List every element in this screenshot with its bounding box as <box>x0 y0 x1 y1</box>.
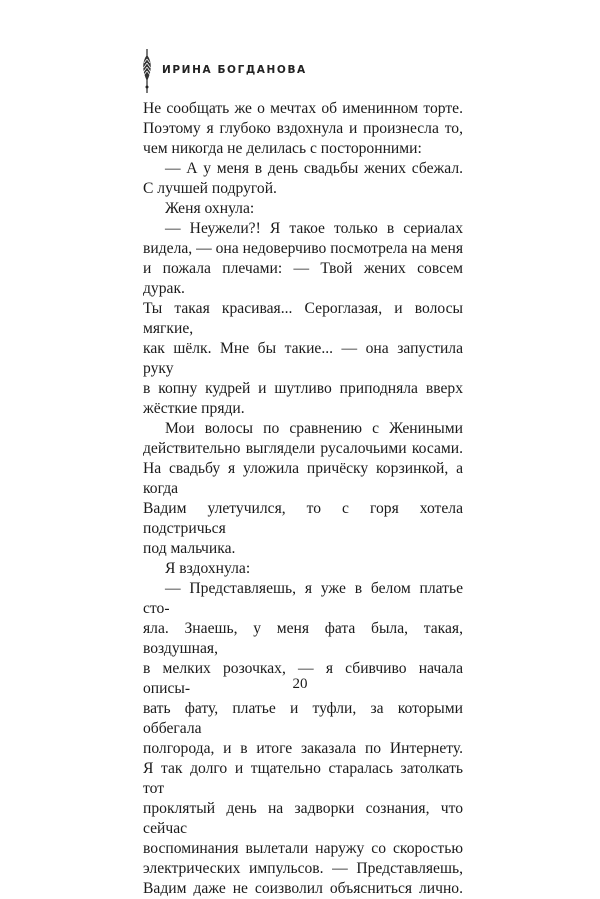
text-line: и пожала плечами: — Твой жених совсем дурак. <box>143 260 463 297</box>
body-text <box>143 99 463 899</box>
text-line: — Неужели?! Я такое только в сериалах <box>165 220 463 237</box>
text-line: — А у меня в день свадьбы жених сбежал. <box>165 160 463 177</box>
text-line: Вадим даже не соизволил объясниться лично. <box>143 880 463 897</box>
text-line: Женя охнула: <box>165 200 255 217</box>
text-line: Не сообщать же о мечтах об именинном торте. <box>143 100 463 117</box>
feather-quill-icon <box>140 47 154 95</box>
text-line: под мальчика. <box>143 540 236 557</box>
text-line: Я вздохнула: <box>165 560 251 577</box>
text-line: жёсткие пряди. <box>143 400 245 417</box>
text-line: Ты такая красивая... Сероглазая, и волосы мягкие, <box>143 300 463 337</box>
text-line: Мои волосы по сравнению с Жениными <box>165 420 463 437</box>
text-line: полгорода, и в итоге заказала по Интернету. <box>143 740 463 757</box>
page-number: 20 <box>292 676 308 692</box>
text-line: как шёлк. Мне бы такие... — она запустила руку <box>143 340 463 377</box>
text-line: вать фату, платье и туфли, за которыми оббегала <box>143 700 463 737</box>
text-line: видела, — она недоверчиво посмотрела на меня <box>143 240 463 257</box>
text-line: На свадьбу я уложила причёску корзинкой, а когда <box>143 460 463 497</box>
author-name: ИРИНА БОГДАНОВА <box>162 64 307 76</box>
text-line: в копну кудрей и шутливо приподняла вверх <box>143 380 463 397</box>
text-line: действительно выглядели русалочьими косами. <box>143 440 463 457</box>
text-line: в мелких розочках, — я сбивчиво начала описы- <box>143 660 463 697</box>
text-line: проклятый день на задворки сознания, что сейчас <box>143 800 463 837</box>
text-line: яла. Знаешь, у меня фата была, такая, воздушная, <box>143 620 463 657</box>
text-line: Вадим улетучился, то с горя хотела подстричься <box>143 500 463 537</box>
text-line: Поэтому я глубоко вздохнула и произнесла то, <box>143 120 463 137</box>
text-line: воспоминания вылетали наружу со скоростью <box>143 840 463 857</box>
text-line: С лучшей подругой. <box>143 180 277 197</box>
running-header <box>140 47 360 95</box>
text-line: электрических импульсов. — Представляешь, <box>143 860 463 877</box>
text-line: — Представляешь, я уже в белом платье сто- <box>143 580 463 617</box>
text-line: Я так долго и тщательно старалась затолкать тот <box>143 760 463 797</box>
text-line: чем никогда не делилась с посторонними: <box>143 140 422 157</box>
